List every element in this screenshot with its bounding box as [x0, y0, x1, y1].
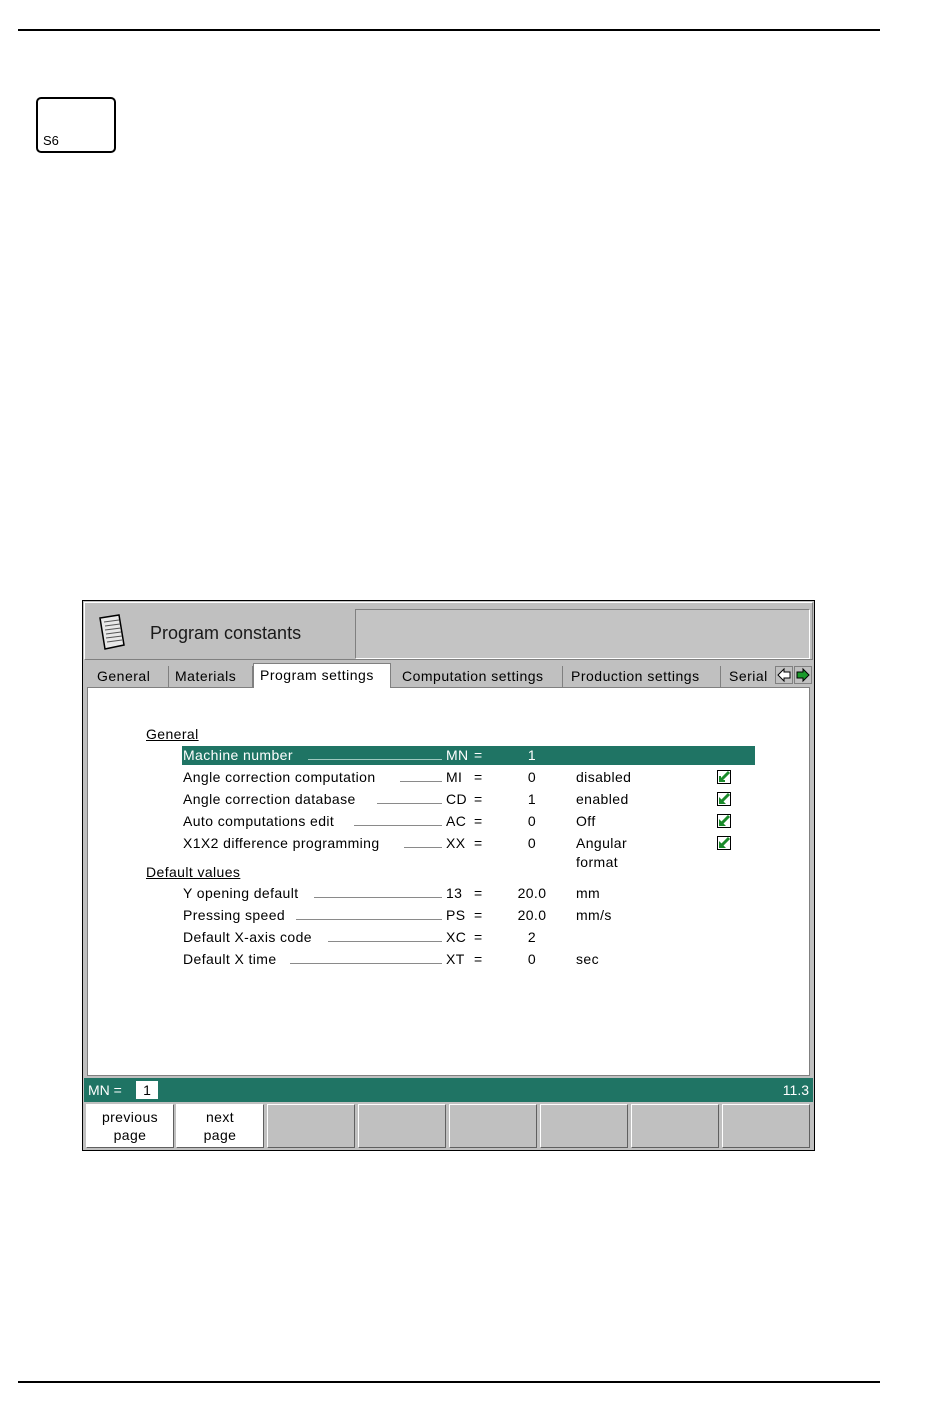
tab-computation-settings[interactable]: Computation settings — [396, 666, 563, 687]
leader-line — [314, 897, 442, 898]
param-value[interactable]: 0 — [527, 951, 537, 967]
button-label-line1: previous — [101, 1109, 159, 1125]
title-info-panel — [355, 609, 810, 659]
param-state: enabled — [576, 791, 629, 807]
function-key-3[interactable] — [267, 1104, 355, 1148]
param-label: Angle correction database — [183, 791, 356, 807]
leader-line — [400, 781, 442, 782]
param-code: XT — [446, 951, 465, 967]
status-param-label: MN = — [88, 1082, 122, 1098]
leader-line — [290, 963, 442, 964]
param-code: CD — [446, 791, 468, 807]
param-state: Angular format — [576, 835, 628, 870]
param-label: Angle correction computation — [183, 769, 376, 785]
function-key-5[interactable] — [449, 1104, 537, 1148]
param-value[interactable]: 0 — [527, 813, 537, 829]
param-label: Y opening default — [183, 885, 299, 901]
key-label: S6 — [43, 133, 59, 148]
leader-line — [354, 825, 442, 826]
status-bar — [84, 1078, 813, 1102]
section-default-values-heading: Default values — [146, 864, 241, 880]
param-row-x1x2-difference-programming[interactable] — [182, 834, 662, 870]
title-bar — [84, 602, 813, 660]
param-unit: mm — [576, 885, 601, 901]
param-equals: = — [474, 791, 483, 807]
param-row-default-x-time[interactable] — [182, 950, 755, 969]
tab-scroll-left-icon[interactable] — [775, 666, 793, 684]
tab-production-settings[interactable]: Production settings — [565, 666, 721, 687]
param-row-auto-computations-edit[interactable] — [182, 812, 662, 831]
param-state: disabled — [576, 769, 632, 785]
leader-line — [377, 803, 442, 804]
param-unit: sec — [576, 951, 599, 967]
param-label: Pressing speed — [183, 907, 286, 923]
leader-line — [404, 847, 442, 848]
leader-line — [308, 759, 442, 760]
edit-icon[interactable] — [717, 792, 731, 806]
param-value[interactable]: 2 — [527, 929, 537, 945]
tab-scroll-right-icon[interactable] — [794, 666, 812, 684]
button-label-line1: next — [205, 1109, 235, 1125]
param-value[interactable]: 20.0 — [517, 907, 547, 923]
param-row-default-x-axis-code[interactable] — [182, 928, 755, 947]
leader-line — [296, 919, 442, 920]
previous-page-button[interactable] — [86, 1104, 174, 1148]
tab-bar — [86, 663, 813, 687]
param-row-pressing-speed[interactable] — [182, 906, 755, 925]
next-page-button[interactable] — [176, 1104, 264, 1148]
tab-materials[interactable]: Materials — [169, 666, 253, 687]
s6-key-symbol — [36, 97, 116, 153]
param-label: Auto computations edit — [183, 813, 335, 829]
param-equals: = — [474, 835, 483, 851]
param-value[interactable]: 1 — [527, 791, 537, 807]
edit-icon[interactable] — [717, 836, 731, 850]
param-label: Default X time — [183, 951, 277, 967]
param-row-angle-correction-computation[interactable] — [182, 768, 662, 787]
param-state: Off — [576, 813, 596, 829]
param-code: XC — [446, 929, 467, 945]
param-code: AC — [446, 813, 467, 829]
section-general-heading: General — [146, 726, 199, 742]
param-value[interactable]: 1 — [527, 747, 537, 763]
param-row-angle-correction-database[interactable] — [182, 790, 662, 809]
param-row-machine-number[interactable] — [182, 746, 755, 765]
param-label: Machine number — [183, 747, 293, 763]
window-title: Program constants — [150, 623, 302, 643]
edit-icon[interactable] — [717, 814, 731, 828]
leader-line — [328, 941, 442, 942]
tab-serial[interactable]: Serial — [729, 668, 768, 684]
param-equals: = — [474, 907, 483, 923]
param-unit: mm/s — [576, 907, 612, 923]
edit-icon[interactable] — [717, 770, 731, 784]
param-code: PS — [446, 907, 466, 923]
param-equals: = — [474, 951, 483, 967]
program-constants-screen — [82, 600, 815, 1151]
function-key-8[interactable] — [722, 1104, 810, 1148]
param-code: MN — [446, 747, 469, 763]
tab-general[interactable]: General — [91, 666, 169, 687]
version-label: 11.3 — [782, 1082, 809, 1098]
param-label: X1X2 difference programming — [183, 835, 380, 851]
button-label-line2: page — [113, 1127, 147, 1143]
param-equals: = — [474, 885, 483, 901]
param-value[interactable]: 0 — [527, 769, 537, 785]
content-panel — [87, 687, 810, 1076]
function-key-bar — [84, 1104, 813, 1149]
param-value[interactable]: 20.0 — [517, 885, 547, 901]
param-equals: = — [474, 929, 483, 945]
function-key-6[interactable] — [540, 1104, 628, 1148]
status-value-input[interactable]: 1 — [136, 1081, 158, 1099]
param-code: MI — [446, 769, 463, 785]
param-label: Default X-axis code — [183, 929, 312, 945]
panel-icon — [97, 614, 127, 650]
param-equals: = — [474, 769, 483, 785]
function-key-4[interactable] — [358, 1104, 446, 1148]
param-equals: = — [474, 747, 483, 763]
top-rule — [18, 29, 880, 31]
param-value[interactable]: 0 — [527, 835, 537, 851]
param-code: XX — [446, 835, 466, 851]
tab-program-settings[interactable]: Program settings — [253, 663, 391, 688]
param-code: 13 — [446, 885, 463, 901]
function-key-7[interactable] — [631, 1104, 719, 1148]
bottom-rule — [18, 1381, 880, 1383]
param-row-y-opening-default[interactable] — [182, 884, 755, 903]
param-equals: = — [474, 813, 483, 829]
button-label-line2: page — [203, 1127, 237, 1143]
